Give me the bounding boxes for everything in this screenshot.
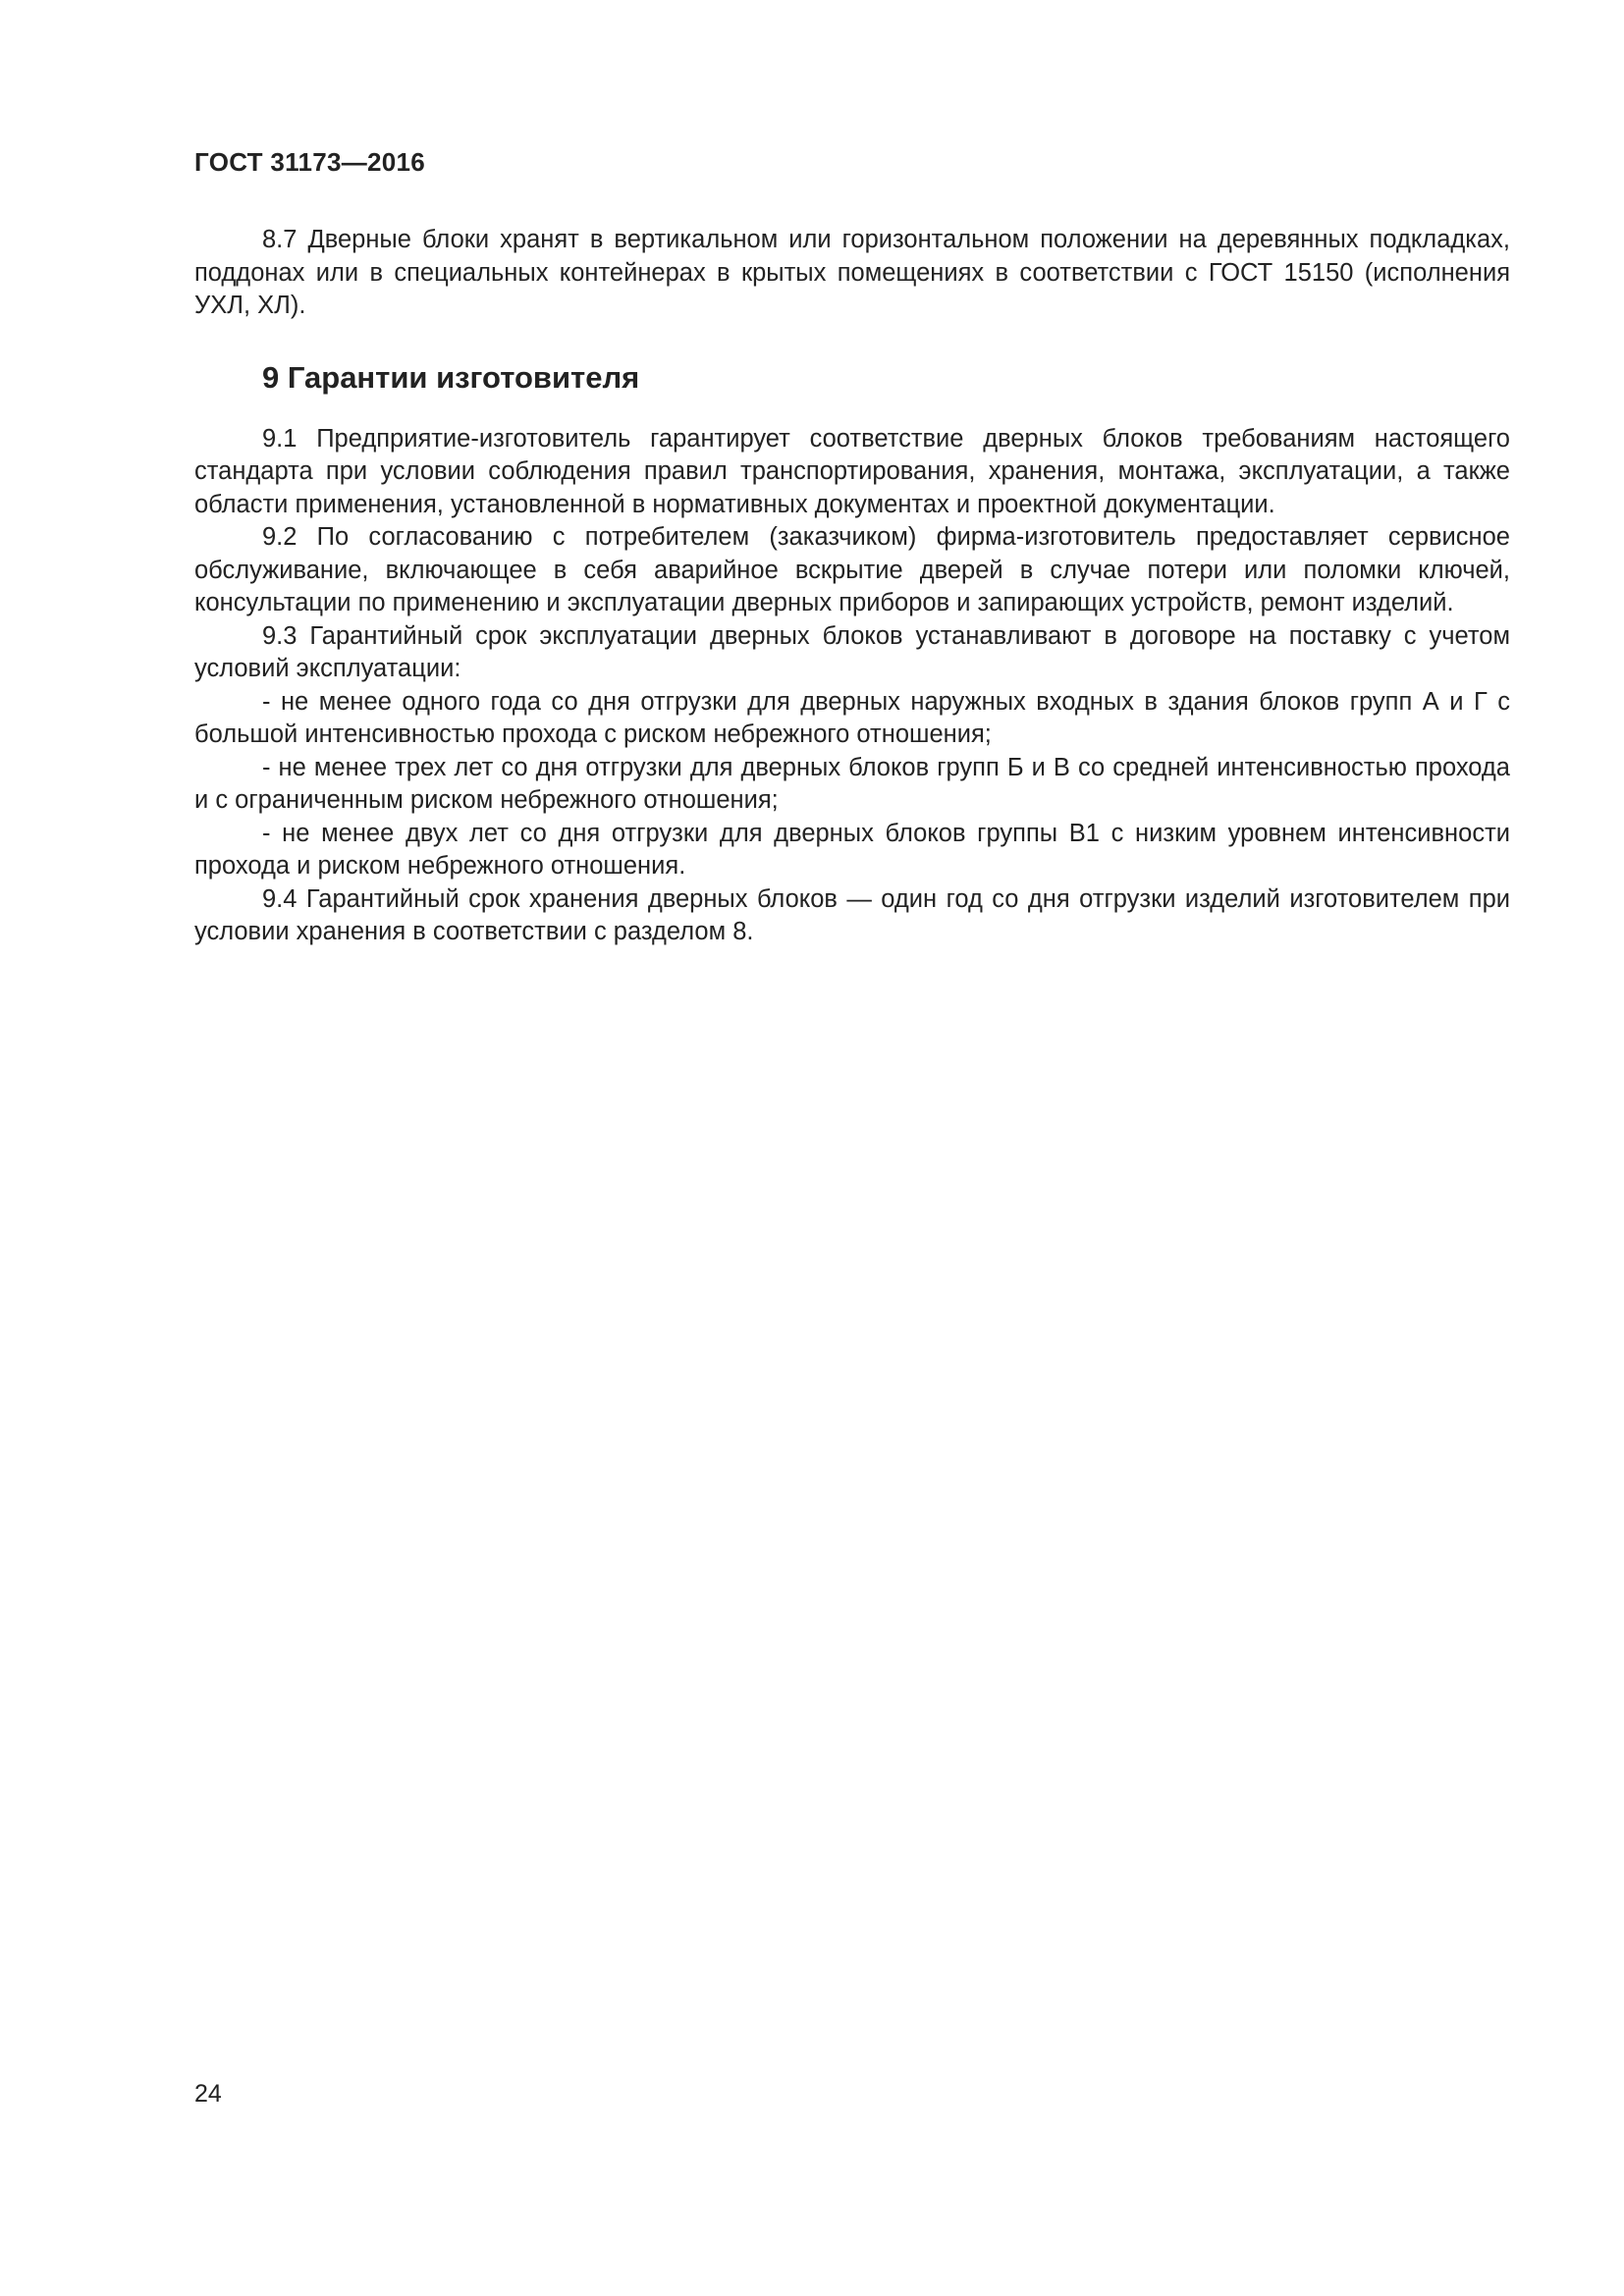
paragraph-9-1: 9.1 Предприятие-изготовитель гарантирует соответствие дверных блоков требованиям настоящего стандарта при условии соблюдения правил транспортирования, хранения, монтажа, эксплуатации, а также области применения, установленной в нормативных документах и проектной документации. <box>194 424 1510 518</box>
paragraph-9-4: 9.4 Гарантийный срок хранения дверных блоков — один год со дня отгрузки изделий изготовителем при условии хранения в соответствии с разделом 8. <box>194 884 1510 945</box>
page-number: 24 <box>194 2080 222 2108</box>
section-heading-9: 9 Гарантии изготовителя <box>262 359 640 395</box>
paragraph-9-3: 9.3 Гарантийный срок эксплуатации дверных блоков устанавливают в договоре на поставку с учетом условий эксплуатации: <box>194 621 1510 682</box>
document-body <box>194 224 1510 949</box>
list-item: - не менее одного года со дня отгрузки для дверных наружных входных в здания блоков групп А и Г с большой интенсивностью прохода с риском небрежного отношения; <box>194 687 1510 748</box>
list-item: - не менее двух лет со дня отгрузки для дверных блоков группы В1 с низким уровнем интенсивности прохода и риском небрежного отношения. <box>194 819 1510 880</box>
list-item: - не менее трех лет со дня отгрузки для дверных блоков групп Б и В со средней интенсивностью прохода и с ограниченным риском небрежного отношения; <box>194 753 1510 814</box>
paragraph-9-2: 9.2 По согласованию с потребителем (заказчиком) фирма-изготовитель предоставляет сервисное обслуживание, включающее в себя аварийное вскрытие дверей в случае потери или поломки ключей, консультации по применению и эксплуатации дверных приборов и запирающих устройств, ремонт изделий. <box>194 523 1510 616</box>
paragraph-8-7: 8.7 Дверные блоки хранят в вертикальном или горизонтальном положении на деревянных подкладках, поддонах или в специальных контейнерах в крытых помещениях в соответствии с ГОСТ 15150 (исполнения УХЛ, ХЛ). <box>194 226 1510 319</box>
document-code: ГОСТ 31173—2016 <box>194 147 426 177</box>
